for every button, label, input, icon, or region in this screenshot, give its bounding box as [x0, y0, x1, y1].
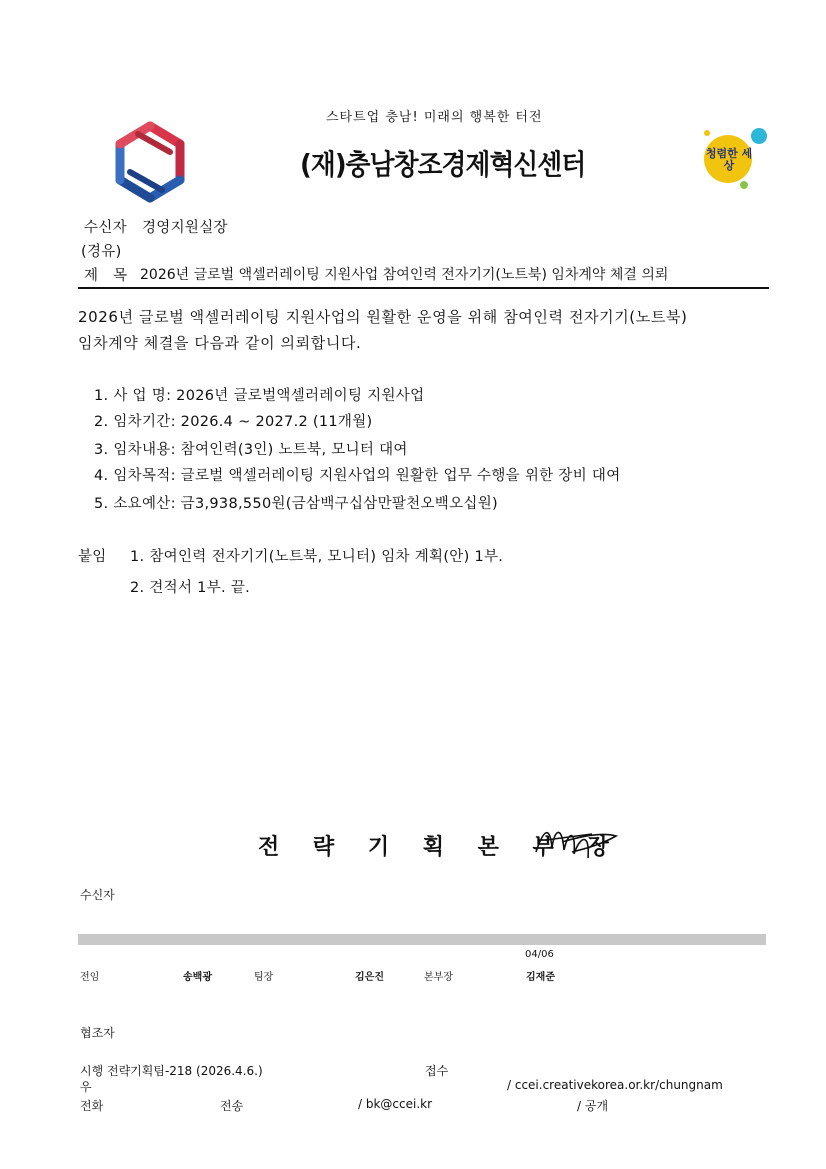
list-item: 4. 임차목적: 글로벌 액셀러레이팅 지원사업의 원활한 업무 수행을 위한 장비 대여	[94, 468, 621, 484]
issuer-title: 전 략 기 획 본 부 장	[258, 835, 613, 860]
fax-label: 전송	[220, 1099, 244, 1113]
list-item: 2. 임차기간: 2026.4 ~ 2027.2 (11개월)	[94, 414, 373, 430]
footer-rule	[78, 934, 766, 945]
approval-role: 전임	[80, 972, 100, 983]
enforcement-number: 시행 전략기획팀-218 (2026.4.6.)	[80, 1064, 263, 1078]
cooperator-label: 협조자	[80, 1026, 115, 1040]
attachment-item: 1. 참여인력 전자기기(노트북, 모니터) 임차 계획(안) 1부.	[130, 549, 504, 565]
intro-line-2: 임차계약 체결을 다음과 같이 의뢰합니다.	[78, 334, 362, 352]
subject-label: 제 목	[84, 268, 128, 284]
attachment-label: 붙임	[78, 549, 107, 565]
receipt-label: 접수	[425, 1064, 449, 1078]
approval-date: 04/06	[525, 949, 554, 960]
badge-text: 청렴한 세상	[705, 147, 753, 172]
signature-image	[532, 818, 622, 868]
list-item: 3. 임차내용: 참여인력(3인) 노트북, 모니터 대여	[94, 442, 408, 458]
list-item: 1. 사 업 명: 2026년 글로벌액셀러레이팅 지원사업	[94, 388, 425, 404]
intro-line-1: 2026년 글로벌 액셀러레이팅 지원사업의 원활한 운영을 위해 참여인력 전자기기(노트북)	[78, 308, 688, 326]
subject-text: 2026년 글로벌 액셀러레이팅 지원사업 참여인력 전자기기(노트북) 임차계약 체결 의뢰	[140, 267, 669, 283]
phone-label: 전화	[80, 1099, 104, 1113]
subject-divider	[78, 287, 769, 289]
recipient-value: 경영지원실장	[142, 220, 228, 236]
approval-role: 본부장	[424, 972, 453, 983]
email-address: / bk@ccei.kr	[358, 1097, 433, 1111]
recipients-list-label: 수신자	[80, 888, 115, 902]
postal-label: 우	[80, 1080, 92, 1094]
header-slogan: 스타트업 충남! 미래의 행복한 터전	[326, 110, 543, 125]
approval-role: 팀장	[254, 972, 274, 983]
recipient-label: 수신자	[84, 220, 127, 236]
approval-name: 김은진	[355, 972, 384, 983]
attachment-item: 2. 견적서 1부. 끝.	[130, 580, 251, 596]
list-item: 5. 소요예산: 금3,938,550원(금삼백구십삼만팔천오백오십원)	[94, 496, 498, 512]
org-name: (재)충남창조경제혁신센터	[300, 148, 586, 181]
disclosure-status: / 공개	[577, 1099, 609, 1113]
via-label: (경유)	[81, 244, 122, 260]
approval-name: 김재준	[526, 972, 555, 983]
homepage-url: / ccei.creativekorea.or.kr/chungnam	[507, 1078, 723, 1092]
center-logo	[108, 120, 192, 204]
approval-name: 송백광	[183, 972, 212, 983]
